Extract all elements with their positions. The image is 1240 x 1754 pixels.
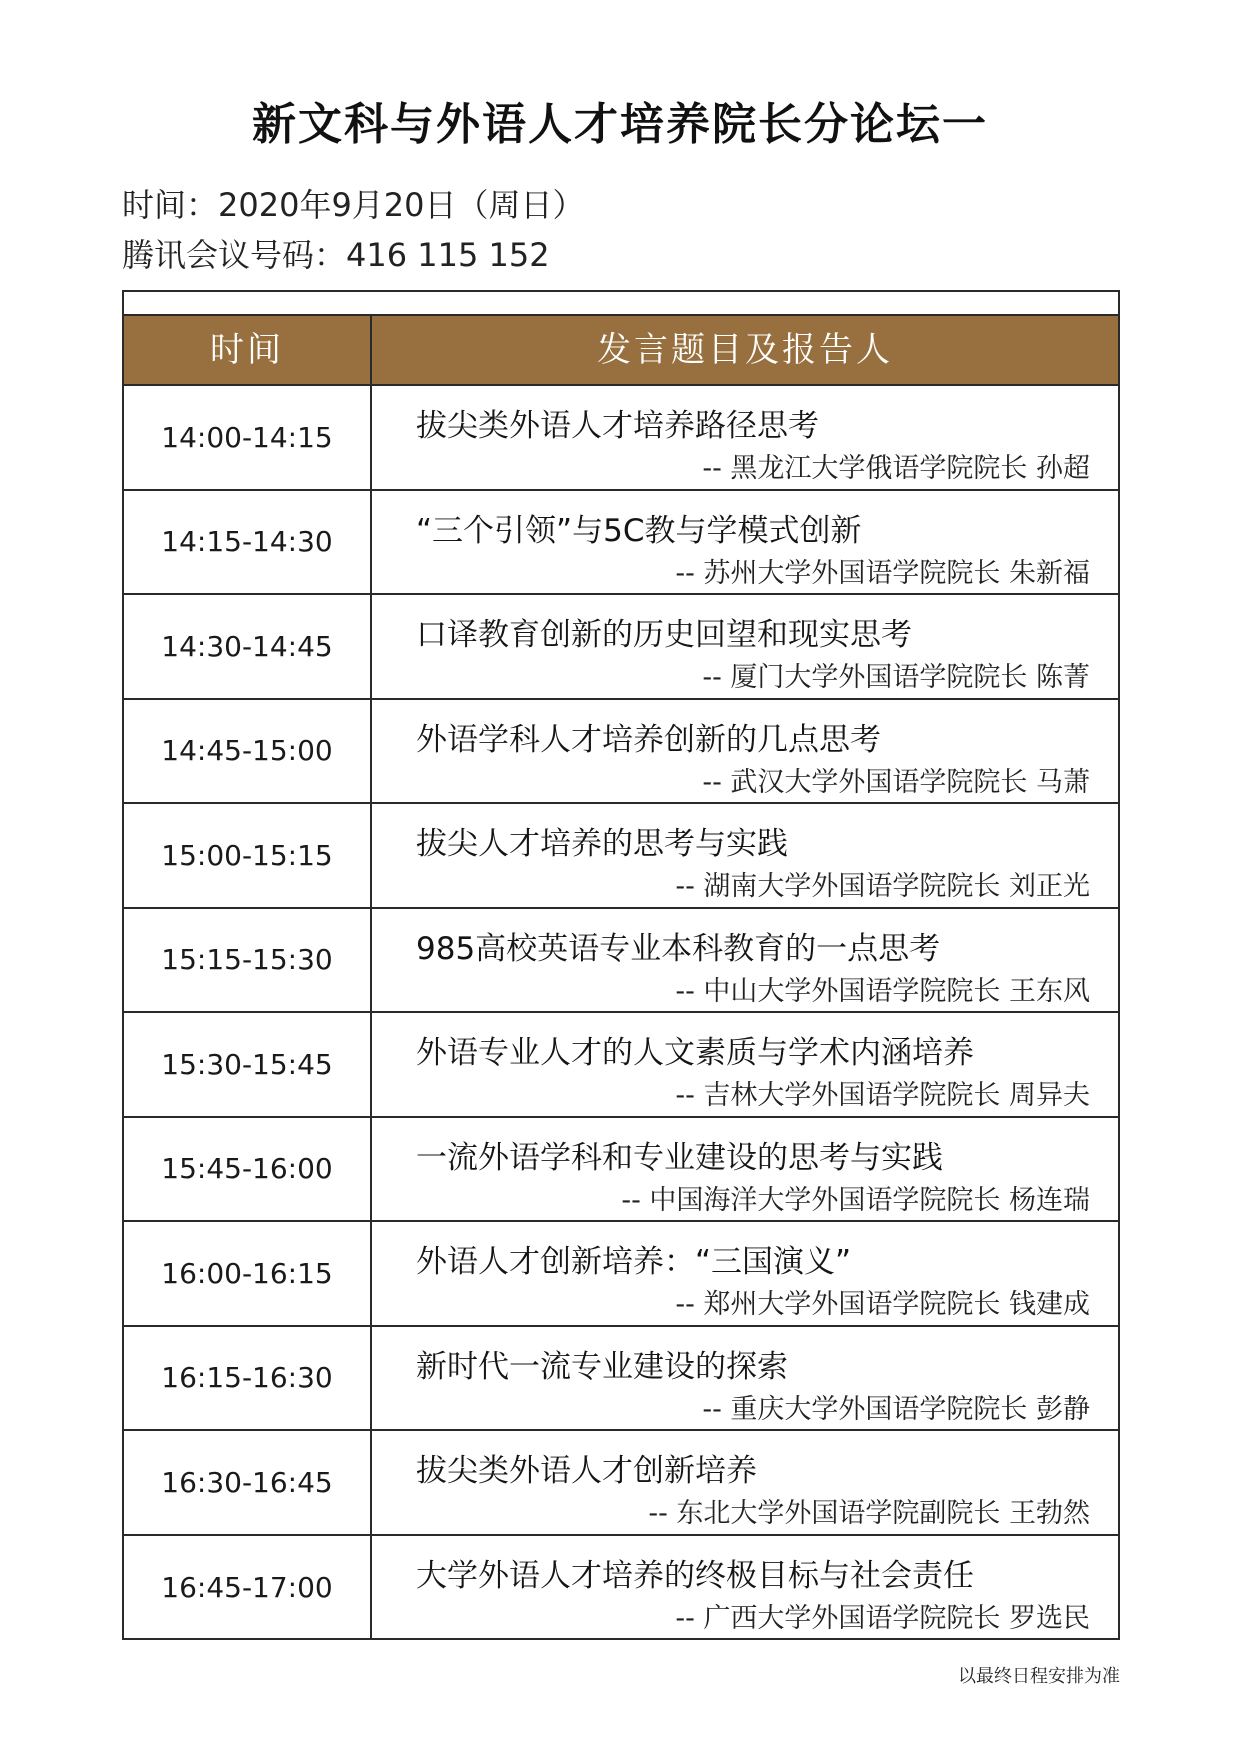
session-time: 15:00-15:15 bbox=[124, 804, 372, 907]
session-time: 15:30-15:45 bbox=[124, 1013, 372, 1116]
session-time: 14:45-15:00 bbox=[124, 700, 372, 803]
header-topic: 发言题目及报告人 bbox=[597, 330, 893, 370]
talk-topic: 新时代一流专业建设的探索 bbox=[416, 1348, 788, 1385]
table-row bbox=[124, 1013, 1118, 1118]
session-time: 16:30-16:45 bbox=[124, 1431, 372, 1534]
session-time: 14:00-14:15 bbox=[124, 386, 372, 489]
page-title: 新文科与外语人才培养院长分论坛一 bbox=[252, 99, 988, 150]
talk-speaker: -- 湖南大学外国语学院院长 刘正光 bbox=[675, 871, 1090, 902]
talk-topic: 外语学科人才培养创新的几点思考 bbox=[416, 721, 881, 758]
session-time: 14:30-14:45 bbox=[124, 595, 372, 698]
talk-topic: 口译教育创新的历史回望和现实思考 bbox=[416, 617, 912, 653]
talk-speaker: -- 广西大学外国语学院院长 罗选民 bbox=[675, 1602, 1090, 1634]
talk-topic: 拔尖人才培养的思考与实践 bbox=[416, 826, 788, 862]
session-time: 16:15-16:30 bbox=[124, 1327, 372, 1430]
talk-topic: “三个引领”与5C教与学模式创新 bbox=[416, 512, 862, 549]
table-row bbox=[124, 700, 1118, 805]
talk-topic: 大学外语人才培养的终极目标与社会责任 bbox=[416, 1557, 974, 1594]
table-row bbox=[124, 1431, 1118, 1536]
event-date: 时间：2020年9月20日（周日） bbox=[122, 186, 585, 224]
talk-speaker: -- 吉林大学外国语学院院长 周异夫 bbox=[675, 1080, 1090, 1111]
header-time: 时间 bbox=[124, 316, 372, 384]
schedule-table bbox=[122, 290, 1120, 1640]
session-time: 16:00-16:15 bbox=[124, 1222, 372, 1325]
table-row bbox=[124, 804, 1118, 909]
session-time: 16:45-17:00 bbox=[124, 1536, 372, 1641]
table-row bbox=[124, 1222, 1118, 1327]
talk-speaker: -- 重庆大学外国语学院院长 彭静 bbox=[702, 1393, 1090, 1425]
table-row bbox=[124, 1327, 1118, 1432]
session-time: 15:15-15:30 bbox=[124, 909, 372, 1012]
talk-topic: 外语人才创新培养：“三国演义” bbox=[416, 1244, 852, 1280]
talk-topic: 拔尖类外语人才培养路径思考 bbox=[416, 408, 819, 444]
talk-topic: 外语专业人才的人文素质与学术内涵培养 bbox=[416, 1035, 974, 1071]
talk-speaker: -- 郑州大学外国语学院院长 钱建成 bbox=[675, 1289, 1090, 1320]
talk-speaker: -- 中国海洋大学外国语学院院长 杨连瑞 bbox=[621, 1184, 1090, 1216]
table-body bbox=[124, 386, 1118, 1640]
session-time: 14:15-14:30 bbox=[124, 491, 372, 594]
table-row bbox=[124, 595, 1118, 700]
talk-speaker: -- 苏州大学外国语学院院长 朱新福 bbox=[675, 557, 1090, 589]
table-row bbox=[124, 491, 1118, 596]
talk-speaker: -- 武汉大学外国语学院院长 马萧 bbox=[702, 766, 1090, 798]
session-time: 15:45-16:00 bbox=[124, 1118, 372, 1221]
meeting-number: 腾讯会议号码：416 115 152 bbox=[122, 236, 550, 274]
talk-topic: 一流外语学科和专业建设的思考与实践 bbox=[416, 1139, 943, 1176]
talk-topic: 985高校英语专业本科教育的一点思考 bbox=[416, 930, 941, 967]
talk-speaker: -- 黑龙江大学俄语学院院长 孙超 bbox=[702, 453, 1090, 484]
talk-speaker: -- 东北大学外国语学院副院长 王勃然 bbox=[648, 1498, 1090, 1529]
talk-topic: 拔尖类外语人才创新培养 bbox=[416, 1453, 757, 1489]
talk-speaker: -- 厦门大学外国语学院院长 陈菁 bbox=[702, 662, 1090, 693]
table-header bbox=[124, 314, 1118, 386]
talk-speaker: -- 中山大学外国语学院院长 王东风 bbox=[675, 975, 1090, 1007]
table-row bbox=[124, 1536, 1118, 1641]
footnote: 以最终日程安排为准 bbox=[958, 1666, 1120, 1687]
table-row bbox=[124, 386, 1118, 491]
table-row bbox=[124, 909, 1118, 1014]
table-row bbox=[124, 1118, 1118, 1223]
